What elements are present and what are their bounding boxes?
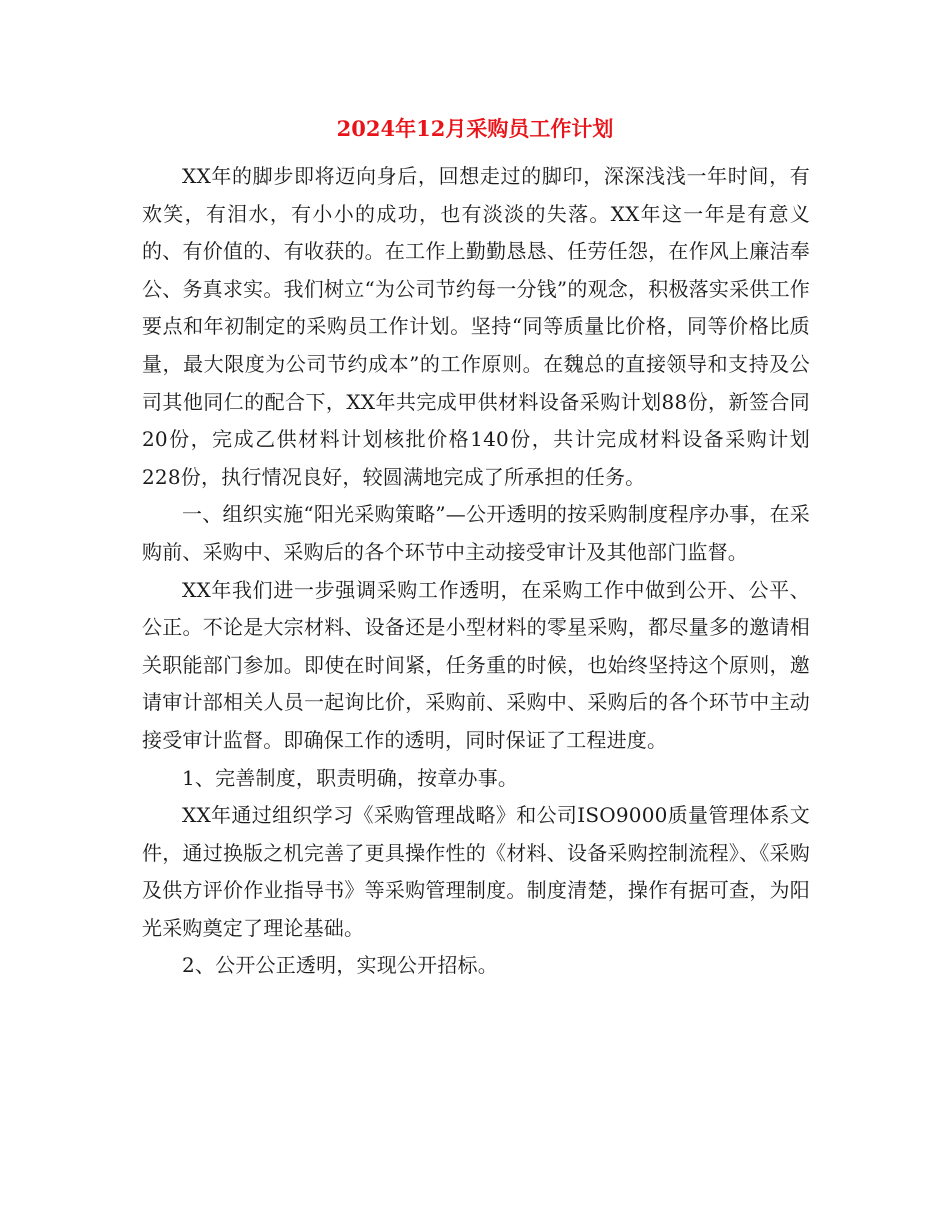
paragraph-item-1: 1、完善制度，职责明确，按章办事。 <box>182 765 519 790</box>
paragraph-section-1: 一、组织实施“阳光采购策略”—公开透明的按采购制度程序办事，在采购前、采购中、采购后的各个环节中主动接受审计及其他部门监督。 <box>142 502 810 564</box>
paragraph-system: XX年通过组织学习《采购管理战略》和公司ISO9000质量管理体系文件，通过换版之机完善了更具操作性的《材料、设备采购控制流程》、《采购及供方评价作业指导书》等采购管理制度。制度清楚，操作有据可查，为阳光采购奠定了理论基础。 <box>142 803 810 940</box>
paragraph-intro: XX年的脚步即将迈向身后，回想走过的脚印，深深浅浅一年时间，有欢笑，有泪水，有小小的成功，也有淡淡的失落。XX年这一年是有意义的、有价值的、有收获的。在工作上勤勤恳恳、任劳任怨，在作风上廉洁奉公、务真求实。我们树立“为公司节约每一分钱”的观念，积极落实采供工作要点和年初制定的采购员工作计划。坚持“同等质量比价格，同等价格比质量，最大限度为公司节约成本”的工作原则。在魏总的直接领导和支持及公司其他同仁的配合下，XX年共完成甲供材料设备采购计划88份，新签合同20份，完成乙供材料计划核批价格140份，共计完成材料设备采购计划228份，执行情况良好，较圆满地完成了所承担的任务。 <box>142 164 810 489</box>
paragraph-item-2: 2、公开公正透明，实现公开招标。 <box>182 953 498 978</box>
document-title: 2024年12月采购员工作计划 <box>336 116 614 141</box>
paragraph-transparency: XX年我们进一步强调采购工作透明，在采购工作中做到公开、公平、公正。不论是大宗材料、设备还是小型材料的零星采购，都尽量多的邀请相关职能部门参加。即使在时间紧，任务重的时候，也始终坚持这个原则，邀请审计部相关人员一起询比价，采购前、采购中、采购后的各个环节中主动接受审计监督。即确保工作的透明，同时保证了工程进度。 <box>142 577 810 752</box>
document-body <box>142 158 810 985</box>
